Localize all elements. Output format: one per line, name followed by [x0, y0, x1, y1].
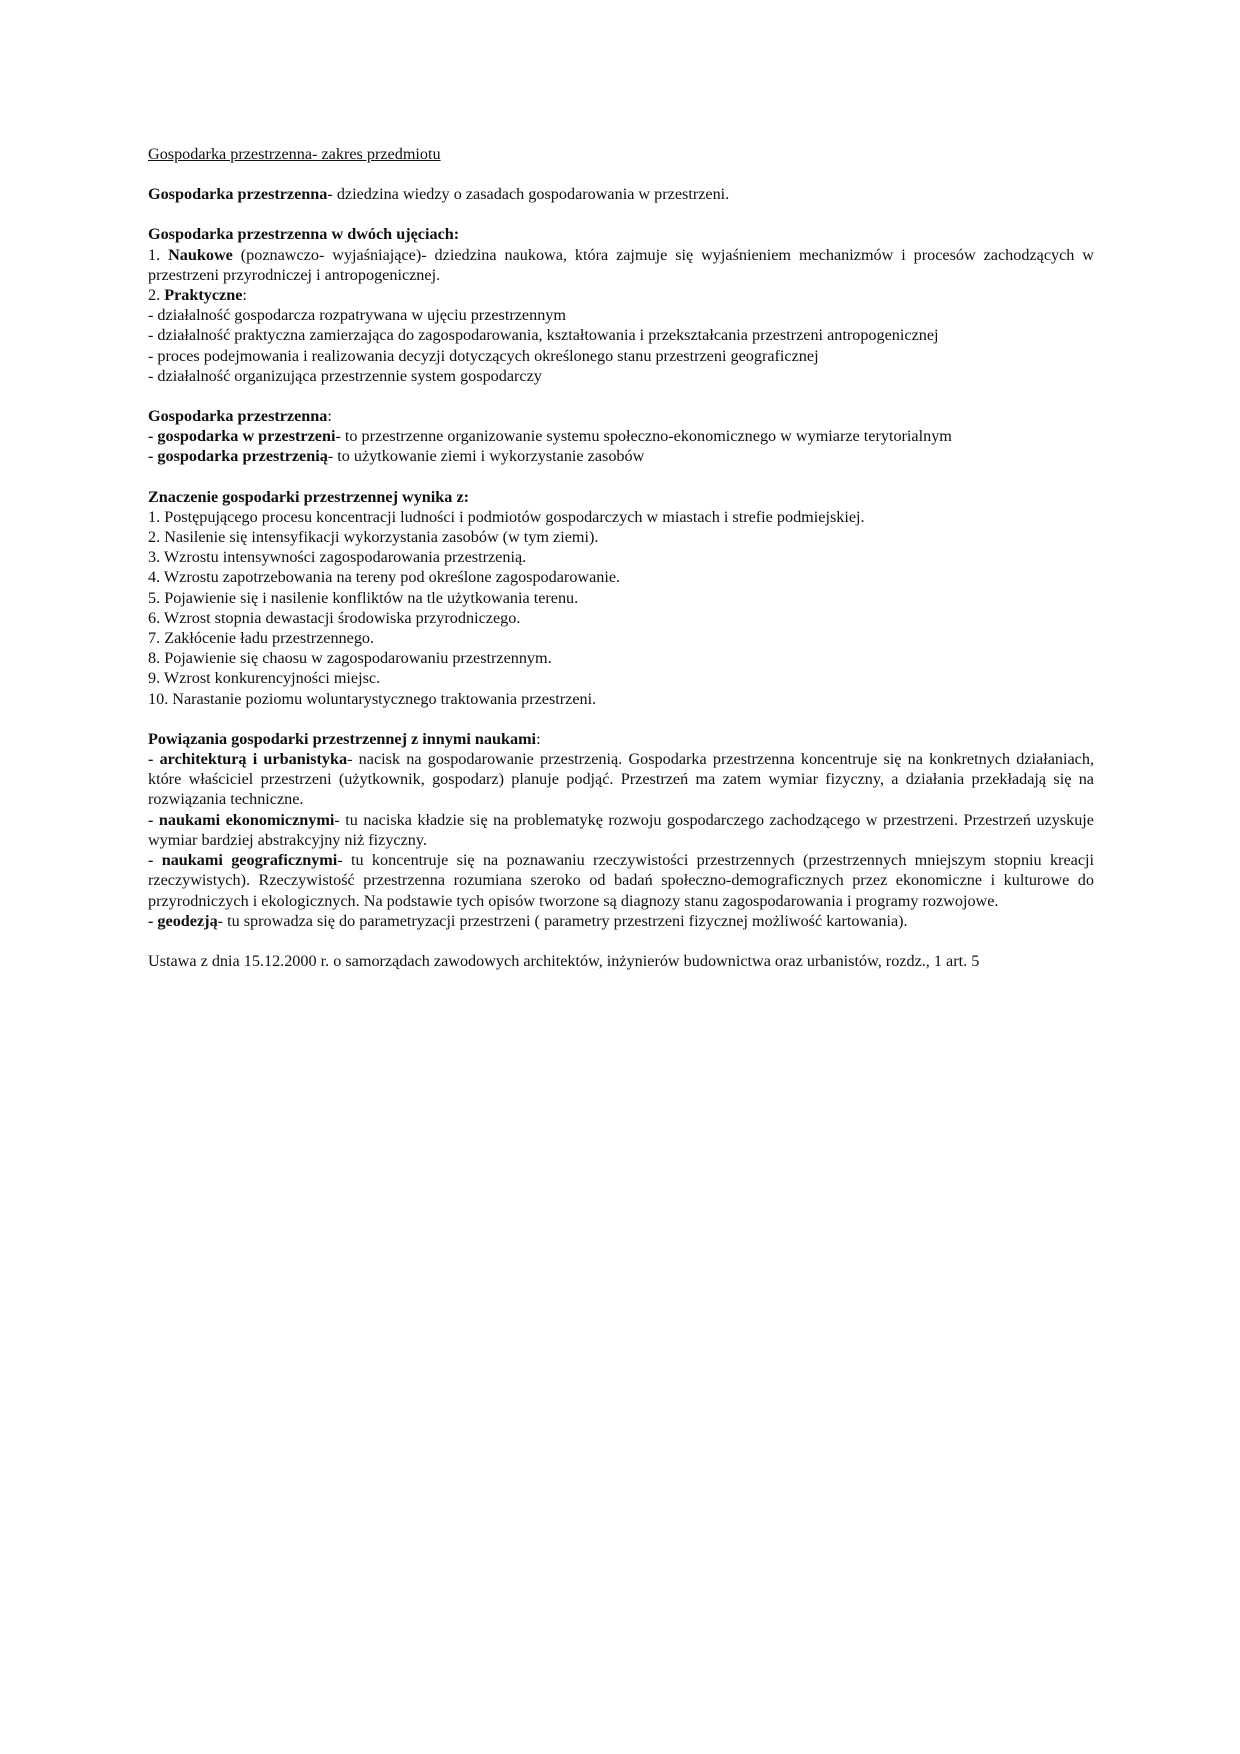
list-item: 6. Wzrost stopnia dewastacji środowiska przyrodniczego. — [148, 608, 521, 627]
list-item: - gospodarka w przestrzeni- to przestrzenne organizowanie systemu społeczno-ekonomicznego w wymiarze terytorialnym — [148, 427, 952, 446]
relation-item: - naukami geograficznymi- tu koncentruje się na poznawaniu rzeczywistości przestrzennych (przestrzennych mniejszym stopniu kreacji rzeczywistych). Rzeczywistość przestrzenna rozumiana szeroko od badań społeczno-demograficznych przez ekonomiczne i kulturowe do przyrodniczych i ekologicznych. Na podstawie tych opisów tworzone są diagnozy stanu zagospodarowania i programy rozwojowe. — [148, 851, 1095, 910]
section-importance — [148, 487, 1094, 709]
footer-note: Ustawa z dnia 15.12.2000 r. o samorządach zawodowych architektów, inżynierów budownictwa oraz urbanistów, rozdz., 1 art. 5 — [148, 951, 980, 970]
list-item: 2. Nasilenie się intensyfikacji wykorzystania zasobów (w tym ziemi). — [148, 528, 599, 547]
list-item: - działalność gospodarcza rozpatrywana w ujęciu przestrzennym — [148, 306, 566, 325]
relation-item: - naukami ekonomicznymi- tu naciska kładzie się na problematykę rozwoju gospodarczego zachodzącego w przestrzeni. Przestrzeń uzyskuje wymiar bardziej abstrakcyjny niż fizyczny. — [148, 810, 1094, 849]
document-title: Gospodarka przestrzenna- zakres przedmiotu — [148, 145, 441, 163]
section-heading: Gospodarka przestrzenna: — [148, 407, 332, 426]
relation-item: - architekturą i urbanistyka- nacisk na gospodarowanie przestrzenią. Gospodarka przestrzenna koncentruje się na konkretnych działaniach, które właściciel przestrzeni (użytkownik, gospodarz) planuje podjąć. Przestrzeń ma zatem wymiar fizyczny, a działania przekładają się na rozwiązania techniczne. — [148, 750, 1094, 809]
section-heading: Znaczenie gospodarki przestrzennej wynika z: — [148, 487, 470, 506]
document-page — [148, 144, 1094, 971]
section-forms — [148, 406, 1094, 467]
definition-term: Gospodarka przestrzenna — [148, 185, 328, 204]
list-item: 3. Wzrostu intensywności zagospodarowania przestrzenią. — [148, 548, 527, 567]
list-item: 1. Postępującego procesu koncentracji ludności i podmiotów gospodarczych w miastach i strefie podmiejskiej. — [148, 507, 865, 526]
section-heading: Powiązania gospodarki przestrzennej z innymi naukami: — [148, 729, 541, 748]
list-item: 5. Pojawienie się i nasilenie konfliktów na tle użytkowania terenu. — [148, 588, 579, 607]
scientific-view: 1. Naukowe (poznawczo- wyjaśniające)- dziedzina naukowa, która zajmuje się wyjaśnieniem mechanizmów i procesów zachodzących w przestrzeni przyrodniczej i antropogenicznej. — [148, 245, 1094, 284]
section-two-views — [148, 224, 1094, 386]
list-item: - działalność praktyczna zamierzająca do zagospodarowania, kształtowania i przekształcania przestrzeni antropogenicznej — [148, 326, 939, 345]
section-heading: Gospodarka przestrzenna w dwóch ujęciach: — [148, 225, 460, 244]
list-item: 7. Zakłócenie ładu przestrzennego. — [148, 629, 375, 648]
section-relations — [148, 729, 1094, 931]
relation-item: - geodezją- tu sprowadza się do parametryzacji przestrzeni ( parametry przestrzeni fizycznej możliwość kartowania). — [148, 911, 908, 930]
list-item: - gospodarka przestrzenią- to użytkowanie ziemi i wykorzystanie zasobów — [148, 447, 645, 466]
list-item: - działalność organizująca przestrzennie system gospodarczy — [148, 366, 542, 385]
list-item: 4. Wzrostu zapotrzebowania na tereny pod określone zagospodarowanie. — [148, 568, 621, 587]
list-item: - proces podejmowania i realizowania decyzji dotyczących określonego stanu przestrzeni geograficznej — [148, 346, 819, 365]
list-item: 10. Narastanie poziomu woluntarystycznego traktowania przestrzeni. — [148, 689, 597, 708]
definition-paragraph — [148, 184, 1094, 204]
definition-text: - dziedzina wiedzy o zasadach gospodarowania w przestrzeni. — [327, 185, 730, 204]
practical-view-heading: 2. Praktyczne: — [148, 286, 247, 305]
list-item: 8. Pojawienie się chaosu w zagospodarowaniu przestrzennym. — [148, 649, 552, 668]
list-item: 9. Wzrost konkurencyjności miejsc. — [148, 669, 381, 688]
